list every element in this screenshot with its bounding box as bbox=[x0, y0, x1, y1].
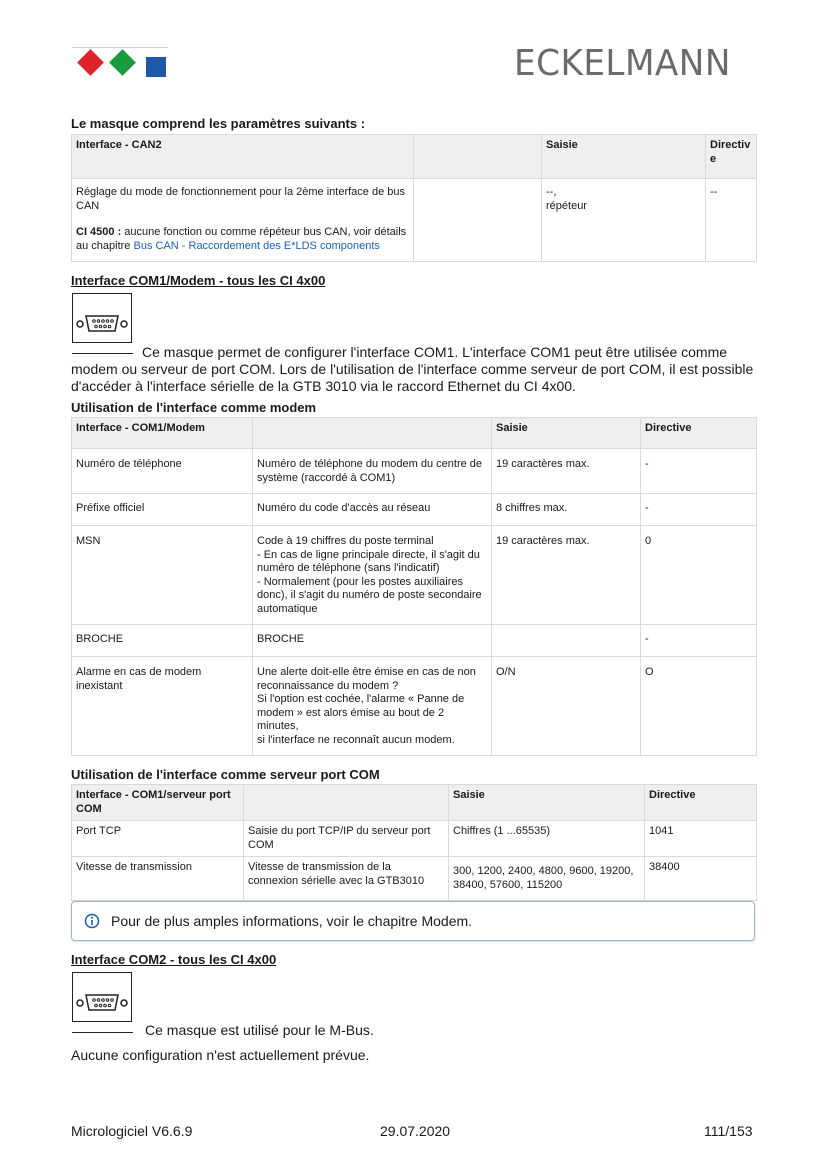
table-cell: O bbox=[641, 657, 757, 756]
can2-table bbox=[71, 134, 757, 262]
table-cell: 300, 1200, 2400, 4800, 9600, 19200, 38400, 57600, 115200 bbox=[449, 857, 645, 901]
table-cell: - bbox=[641, 449, 757, 494]
info-text: Pour de plus amples informations, voir le chapitre Modem. bbox=[111, 913, 473, 929]
logo-line bbox=[72, 47, 168, 48]
brand-name: ECKELMANN bbox=[514, 43, 731, 84]
serial-port-icon bbox=[72, 293, 132, 343]
table-header bbox=[414, 135, 542, 179]
table-cell: O/N bbox=[492, 657, 641, 756]
footer-page-number: 111/153 bbox=[704, 1123, 753, 1139]
com-server-table bbox=[71, 784, 757, 901]
table-cell bbox=[492, 625, 641, 657]
table-header bbox=[253, 418, 492, 449]
chapter-link[interactable]: Bus CAN - Raccordement des E*LDS components bbox=[133, 239, 380, 252]
table-cell: 19 caractères max. bbox=[492, 449, 641, 494]
table-row bbox=[72, 625, 757, 657]
footer-firmware: Micrologiciel V6.6.9 bbox=[71, 1123, 193, 1139]
table-cell: 0 bbox=[641, 526, 757, 625]
table-cell: Vitesse de transmission bbox=[72, 857, 244, 901]
table-cell: 1041 bbox=[645, 821, 757, 857]
cell-text: Réglage du mode de fonctionnement pour la 2ème interface de bus CAN bbox=[76, 186, 405, 212]
section-heading: Interface COM2 - tous les CI 4x00 bbox=[71, 952, 277, 967]
table-header: Interface - COM1/serveur port COM bbox=[72, 785, 244, 821]
table-row bbox=[72, 657, 757, 756]
table-header: Directive bbox=[645, 785, 757, 821]
table-cell: BROCHE bbox=[72, 625, 253, 657]
section-heading: Interface COM1/Modem - tous les CI 4x00 bbox=[71, 273, 326, 288]
table-header: Saisie bbox=[542, 135, 706, 179]
table-cell: 19 caractères max. bbox=[492, 526, 641, 625]
table-cell: BROCHE bbox=[253, 625, 492, 657]
table-header: Directiv e bbox=[706, 135, 757, 179]
table-cell: 8 chiffres max. bbox=[492, 494, 641, 526]
table-cell: Port TCP bbox=[72, 821, 244, 857]
table-cell: -- bbox=[706, 179, 757, 262]
table-row bbox=[72, 449, 757, 494]
subsection-heading: Utilisation de l'interface comme serveur port COM bbox=[71, 767, 380, 782]
section-heading: Le masque comprend les paramètres suivants : bbox=[71, 116, 366, 131]
serial-port-icon bbox=[72, 972, 132, 1022]
table-cell: Numéro du code d'accès au réseau bbox=[253, 494, 492, 526]
table-header: Saisie bbox=[449, 785, 645, 821]
table-row bbox=[72, 857, 757, 901]
table-cell: Préfixe officiel bbox=[72, 494, 253, 526]
table-cell: - bbox=[641, 625, 757, 657]
table-header: Saisie bbox=[492, 418, 641, 449]
table-cell: Code à 19 chiffres du poste terminal - En cas de ligne principale directe, il s'agit du numéro de téléphone (sans l'indicatif) - Normalement (pour les postes auxiliaires donc), il s'agit du numéro de poste secondaire automatique bbox=[253, 526, 492, 625]
cell-text-2 bbox=[76, 226, 409, 253]
footer-date: 29.07.2020 bbox=[380, 1123, 451, 1139]
table-cell: Une alerte doit-elle être émise en cas de non reconnaissance du modem ? Si l'option est cochée, l'alarme « Panne de modem » est alors émise au bout de 2 minutes, si l'interface ne reconnaît aucun modem. bbox=[253, 657, 492, 756]
subsection-heading: Utilisation de l'interface comme modem bbox=[71, 400, 317, 415]
table-cell: Chiffres (1 ...65535) bbox=[449, 821, 645, 857]
table-row bbox=[72, 494, 757, 526]
table-header: Interface - COM1/Modem bbox=[72, 418, 253, 449]
table-header: Interface - CAN2 bbox=[72, 135, 414, 179]
logo-green-diamond bbox=[109, 49, 136, 76]
table-cell: MSN bbox=[72, 526, 253, 625]
logo-red-diamond bbox=[77, 49, 104, 76]
info-note bbox=[71, 901, 755, 941]
table-cell: --, répéteur bbox=[542, 179, 706, 262]
table-header: Directive bbox=[641, 418, 757, 449]
intro-paragraph: Ce masque permet de configurer l'interface COM1. L'interface COM1 peut être utilisée comme modem ou serveur de port COM. Lors de l'utilisation de l'interface comme serveur de port COM, il est possible d'accéder à l'interface sérielle de la GTB 3010 via le raccord Ethernet du CI 4x00. bbox=[71, 344, 754, 394]
table-cell: Numéro de téléphone bbox=[72, 449, 253, 494]
table-cell: Saisie du port TCP/IP du serveur port COM bbox=[244, 821, 449, 857]
table-cell bbox=[72, 179, 414, 262]
logo-blue-square bbox=[146, 57, 166, 77]
table-cell: 38400 bbox=[645, 857, 757, 901]
cell-text: aucune fonction ou comme répéteur bus CAN, voir détails au chapitre bbox=[76, 226, 407, 252]
table-cell: Alarme en cas de modem inexistant bbox=[72, 657, 253, 756]
table-cell bbox=[414, 179, 542, 262]
com2-text: Aucune configuration n'est actuellement prévue. bbox=[71, 1047, 370, 1063]
cell-bold: CI 4500 : bbox=[76, 226, 122, 238]
table-cell: Vitesse de transmission de la connexion sérielle avec la GTB3010 bbox=[244, 857, 449, 901]
table-row bbox=[72, 526, 757, 625]
modem-table bbox=[71, 417, 757, 756]
table-row bbox=[72, 821, 757, 857]
table-cell: - bbox=[641, 494, 757, 526]
connector-baseline bbox=[72, 1032, 133, 1033]
table-cell: Numéro de téléphone du modem du centre de système (raccordé à COM1) bbox=[253, 449, 492, 494]
table-header bbox=[244, 785, 449, 821]
info-icon bbox=[84, 913, 100, 929]
com2-text: Ce masque est utilisé pour le M-Bus. bbox=[145, 1022, 374, 1038]
